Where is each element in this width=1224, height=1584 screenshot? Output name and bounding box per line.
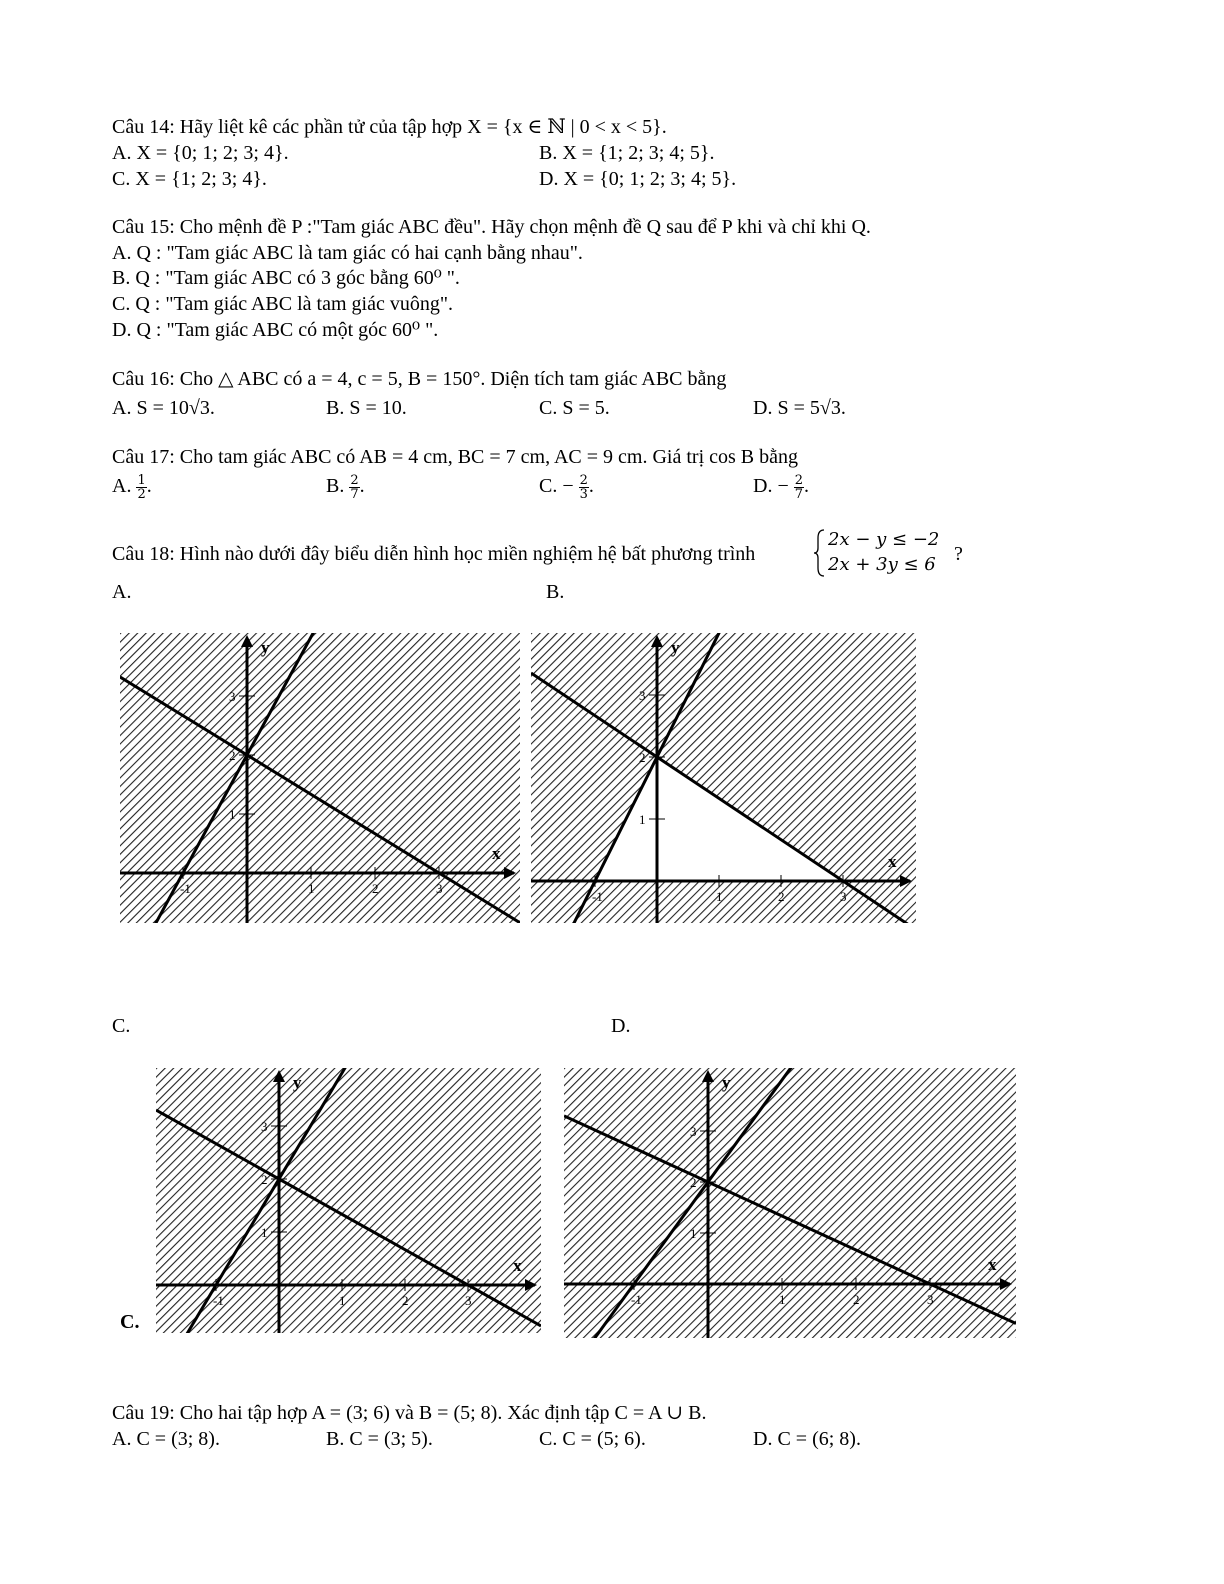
- q18-label-c: C.: [112, 1015, 131, 1037]
- x-tick-label: 2: [372, 881, 379, 896]
- graph-d-svg: [564, 1068, 1016, 1338]
- q15-option-d: D. Q : "Tam giác ABC có một góc 60⁰ ".: [112, 319, 439, 341]
- q17-b-den: 7: [350, 487, 359, 502]
- x-tick-label: -1: [213, 1293, 224, 1308]
- q15-option-a: A. Q : "Tam giác ABC là tam giác có hai cạnh bằng nhau".: [112, 242, 583, 264]
- q18-ineq-1: 2x − y ≤ −2: [828, 529, 940, 550]
- graph-a: [120, 633, 520, 923]
- q18-question-mark: ?: [954, 543, 963, 565]
- q17-c-num: 2: [579, 473, 588, 488]
- q17-c-fraction: [579, 474, 589, 501]
- x-axis-label: x: [513, 1256, 522, 1275]
- q17-d-fraction: [794, 474, 804, 501]
- brace-icon: [814, 528, 826, 578]
- y-axis-label: y: [722, 1073, 731, 1092]
- x-tick-label: 3: [927, 1292, 934, 1307]
- y-axis-label: y: [293, 1073, 302, 1092]
- graph-d: [564, 1068, 1016, 1338]
- x-tick-label: 3: [465, 1293, 472, 1308]
- x-tick-label: 2: [853, 1292, 860, 1307]
- q15-option-b: B. Q : "Tam giác ABC có 3 góc bằng 60⁰ ".: [112, 267, 460, 289]
- q16-option-a: A. S = 10√3.: [112, 397, 215, 419]
- q17-b-num: 2: [350, 473, 359, 488]
- y-tick-label: 3: [261, 1119, 268, 1134]
- q18-ineq-2: 2x + 3y ≤ 6: [828, 554, 936, 575]
- q17-option-d: D. − $\frac{2}{7}$ .: [753, 473, 810, 502]
- x-tick-label: 2: [778, 889, 785, 904]
- q17-d-num: 2: [794, 473, 804, 488]
- x-tick-label: -1: [592, 889, 603, 904]
- q17-a-den: 2: [137, 487, 146, 502]
- q19-option-a: A. C = (3; 8).: [112, 1428, 220, 1450]
- x-tick-label: 3: [436, 881, 443, 896]
- x-axis-label: x: [988, 1255, 997, 1274]
- q18-label-d: D.: [611, 1015, 631, 1037]
- graph-b: [531, 633, 916, 923]
- q17-a-fraction: [136, 474, 146, 501]
- y-tick-label: 1: [261, 1225, 268, 1240]
- q15-option-c: C. Q : "Tam giác ABC là tam giác vuông".: [112, 293, 453, 315]
- q14-stem: Câu 14: Hãy liệt kê các phần tử của tập hợp X = {x ∈ ℕ | 0 < x < 5}.: [112, 116, 667, 138]
- x-tick-label: 1: [308, 881, 315, 896]
- q14-option-a: A. X = {0; 1; 2; 3; 4}.: [112, 142, 289, 164]
- q14-option-c: C. X = {1; 2; 3; 4}.: [112, 168, 267, 190]
- x-tick-label: -1: [180, 881, 191, 896]
- graph-a-svg: [120, 633, 520, 923]
- y-axis-label: y: [261, 638, 270, 657]
- q17-option-c: C. − $\frac{2}{3}$ .: [539, 473, 594, 502]
- y-axis-label: y: [671, 638, 680, 657]
- y-tick-label: 1: [229, 807, 236, 822]
- x-tick-label: 2: [402, 1293, 409, 1308]
- graph-c: [156, 1068, 541, 1333]
- graph-b-svg: [531, 633, 916, 923]
- q14-option-b: B. X = {1; 2; 3; 4; 5}.: [539, 142, 715, 164]
- q17-stem: Câu 17: Cho tam giác ABC có AB = 4 cm, BC = 7 cm, AC = 9 cm. Giá trị cos B bằng: [112, 446, 799, 468]
- q18-label-a: A.: [112, 581, 132, 603]
- x-axis-label: x: [492, 844, 501, 863]
- x-tick-label: 1: [716, 889, 723, 904]
- q17-d-prefix: D. −: [753, 475, 789, 498]
- y-tick-label: 1: [690, 1226, 697, 1241]
- q17-b-fraction: [349, 474, 359, 501]
- q19-option-c: C. C = (5; 6).: [539, 1428, 646, 1450]
- q17-c-prefix: C. −: [539, 475, 574, 498]
- y-tick-label: 3: [690, 1124, 697, 1139]
- x-axis-label: x: [888, 852, 897, 871]
- y-tick-label: 3: [639, 688, 646, 703]
- q19-option-d: D. C = (6; 8).: [753, 1428, 861, 1450]
- x-tick-label: 1: [779, 1292, 786, 1307]
- y-tick-label: 3: [229, 689, 236, 704]
- q15-stem: Câu 15: Cho mệnh đề P :"Tam giác ABC đều". Hãy chọn mệnh đề Q sau để P khi và chỉ khi Q.: [112, 216, 871, 238]
- q19-stem: Câu 19: Cho hai tập hợp A = (3; 6) và B = (5; 8). Xác định tập C = A ∪ B.: [112, 1402, 707, 1424]
- y-tick-label: 2: [229, 748, 236, 763]
- q16-option-b: B. S = 10.: [326, 397, 407, 419]
- q17-option-a: A. $\frac{1}{2}$ .: [112, 473, 152, 502]
- q16-stem: Câu 16: Cho △ ABC có a = 4, c = 5, B = 150°. Diện tích tam giác ABC bằng: [112, 368, 727, 390]
- x-tick-label: 1: [339, 1293, 346, 1308]
- q17-option-b: B. $\frac{2}{7}$ .: [326, 473, 365, 502]
- q16-option-d: D. S = 5√3.: [753, 397, 846, 419]
- q17-a-prefix: A.: [112, 475, 132, 498]
- y-tick-label: 2: [690, 1175, 697, 1190]
- y-tick-label: 2: [261, 1172, 268, 1187]
- q16-option-c: C. S = 5.: [539, 397, 610, 419]
- x-tick-label: -1: [631, 1292, 642, 1307]
- y-tick-label: 2: [639, 750, 646, 765]
- q17-a-num: 1: [137, 473, 146, 488]
- q17-d-den: 7: [794, 487, 804, 502]
- q18-label-b: B.: [546, 581, 565, 603]
- q17-b-prefix: B.: [326, 475, 345, 498]
- q18-stem: Câu 18: Hình nào dưới đây biểu diễn hình học miền nghiệm hệ bất phương trình: [112, 543, 756, 565]
- y-tick-label: 1: [639, 812, 646, 827]
- graph-c-svg: [156, 1068, 541, 1333]
- q17-c-den: 3: [579, 487, 588, 502]
- q19-option-b: B. C = (3; 5).: [326, 1428, 433, 1450]
- q18-label-c-inline: C.: [120, 1311, 140, 1333]
- x-tick-label: 3: [840, 889, 847, 904]
- q14-option-d: D. X = {0; 1; 2; 3; 4; 5}.: [539, 168, 737, 190]
